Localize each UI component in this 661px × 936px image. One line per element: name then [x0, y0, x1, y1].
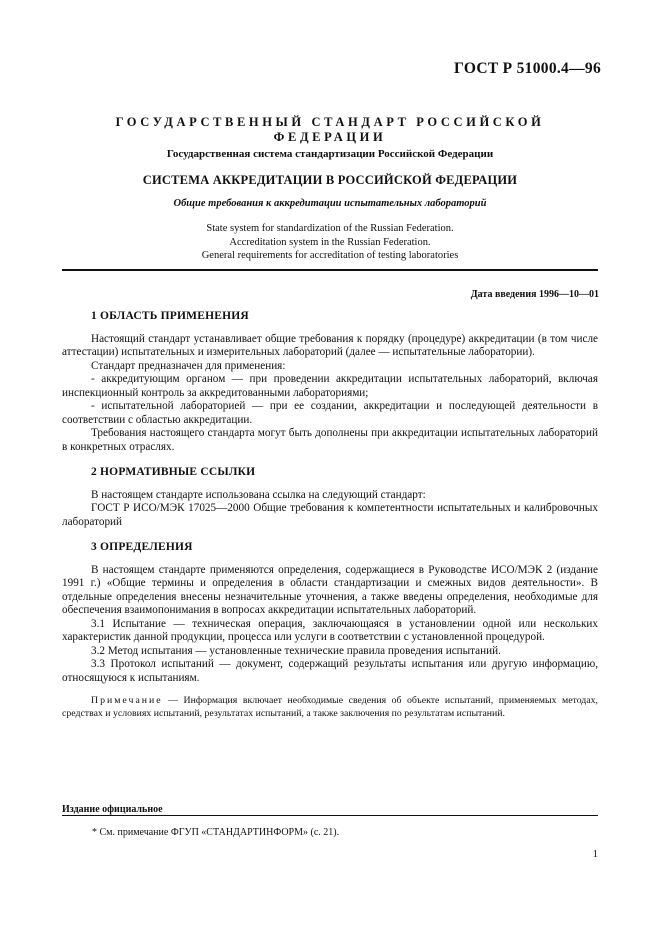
paragraph: - испытательной лабораторией — при ее создании, аккредитации и последующей деятельности в соответствии с областью аккредитации.	[62, 400, 598, 426]
main-title: ГОСУДАРСТВЕННЫЙ СТАНДАРТ РОССИЙСКОЙ ФЕДЕРАЦИИ	[115, 115, 545, 144]
paragraph: 3.2 Метод испытания — установленные технические правила проведения испытаний.	[91, 644, 501, 657]
paragraph: Настоящий стандарт устанавливает общие требования к порядку (процедуре) аккредитации (в том числе аттестации) испытательных и измерительных лабораторий (далее — испытательные лаборатории).	[62, 332, 598, 358]
paragraph: - аккредитующим органом — при проведении аккредитации испытательных лабораторий, включая инспекционный контроль за аккредитованными лабораториями;	[62, 373, 598, 399]
standard-code: ГОСТ Р 51000.4—96	[454, 60, 601, 77]
official-edition-label: Издание официальное	[62, 804, 163, 815]
paragraph: В настоящем стандарте применяются определения, содержащиеся в Руководстве ИСО/МЭК 2 (издание 1991 г.) «Общие термины и определения в области стандартизации и смежных видов деятельности». В отдельные определения внесены незначительные уточнения, а также введены определения, необходимые для обеспечения взаимопонимания в вопросах аккредитации испытательных лабораторий.	[62, 563, 598, 616]
paragraph: 3.1 Испытание — техническая операция, заключающаяся в установлении одной или нескольких характеристик данной продукции, процесса или услуги в соответствии с установленной процедурой.	[62, 617, 598, 643]
general-requirements-title: Общие требования к аккредитации испытательных лабораторий	[173, 198, 487, 209]
paragraph: Стандарт предназначен для применения:	[91, 359, 286, 372]
english-title-line: Accreditation system in the Russian Federation.	[229, 236, 431, 248]
english-title-line: State system for standardization of the Russian Federation.	[206, 223, 454, 234]
note	[62, 694, 598, 720]
system-title: Государственная система стандартизации Российской Федерации	[166, 148, 494, 160]
section-heading: 1 ОБЛАСТЬ ПРИМЕНЕНИЯ	[91, 310, 249, 322]
introduction-date: Дата введения 1996—10—01	[470, 289, 599, 300]
paragraph: ГОСТ Р ИСО/МЭК 17025—2000 Общие требования к компетентности испытательных и калибровочных лабораторий	[62, 502, 598, 528]
english-titles	[62, 222, 598, 263]
paragraph: В настоящем стандарте использована ссылка на следующий стандарт:	[91, 488, 426, 501]
note-text: — Информация включает необходимые сведения об объекте испытаний, применяемых методах, средствах и условиях испытаний, результатах испытаний, а также заключения по результатам испытаний.	[62, 695, 598, 719]
page-number: 1	[592, 848, 598, 860]
footer-divider	[62, 815, 598, 816]
header-divider	[62, 269, 598, 271]
note-label: Примечание	[91, 695, 163, 706]
section-heading: 2 НОРМАТИВНЫЕ ССЫЛКИ	[91, 466, 256, 478]
english-title-line: General requirements for accreditation of testing laboratories	[201, 250, 459, 261]
section-heading: 3 ОПРЕДЕЛЕНИЯ	[91, 541, 193, 553]
accreditation-title: СИСТЕМА АККРЕДИТАЦИИ В РОССИЙСКОЙ ФЕДЕРАЦИИ	[142, 173, 518, 187]
paragraph: 3.3 Протокол испытаний — документ, содержащий результаты испытания или другую информацию, относящуюся к испытаниям.	[62, 658, 598, 684]
paragraph: Требования настоящего стандарта могут быть дополнены при аккредитации испытательных лабораторий в конкретных отраслях.	[62, 427, 598, 453]
document-body	[62, 310, 598, 720]
footnote: * См. примечание ФГУП «СТАНДАРТИНФОРМ» (с. 21).	[92, 827, 340, 838]
